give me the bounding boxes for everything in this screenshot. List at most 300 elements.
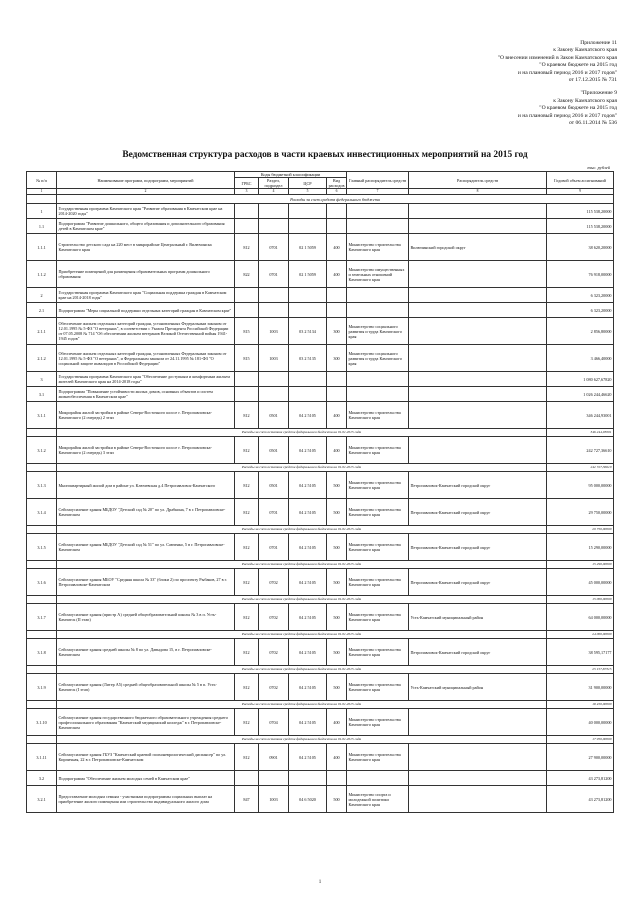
cell-empty: [347, 771, 409, 786]
appendix-header: [297, 40, 617, 127]
fund-note: Расходы за счет остатков средств федерального бюджета на 01.01.2015 года: [57, 666, 547, 674]
cell-csr: 04 2 5105: [289, 604, 327, 631]
cell-rz: 1003: [259, 318, 289, 345]
measure-name: Сейсмоусиление здания МБДОУ "Детский сад № 51" по ул. Савченко, 5 в г. Петропавловске-Камчатском: [57, 534, 235, 561]
header-amount: Годовой объем ассигнований: [547, 172, 614, 189]
cell-recipient: Петропавловск-Камчатский городской округ: [409, 499, 547, 526]
cell-csr: 04 2 5105: [289, 534, 327, 561]
cell-rz: 0701: [259, 234, 289, 261]
cell-empty: [347, 219, 409, 234]
cell-csr: 02 1 5059: [289, 261, 327, 288]
cell-empty: [347, 288, 409, 303]
cell-num: [27, 596, 57, 604]
cell-recipient: [409, 437, 547, 464]
cell-manager: Министерство строительства Камчатского края: [347, 744, 409, 771]
cell-num: 3.1.9: [27, 674, 57, 701]
measure-name: Сейсмоусиление здания МБОУ "Средняя школа № 33" (блоки 2) по проспекту Рыбаков, 27 в г. Петропавловске-Камчатском: [57, 569, 235, 596]
cell-manager: Министерство социального развития и труда Камчатского края: [347, 318, 409, 345]
table-row: [27, 219, 614, 234]
page-number: 1: [318, 880, 322, 885]
table-row: [27, 261, 614, 288]
cell-empty: [235, 771, 259, 786]
cell-rz: 0901: [259, 744, 289, 771]
measure-name: Предоставление молодым семьям - участникам подпрограммы социальных выплат на приобретение жилого помещения или строительство индивидуального жилого дома: [57, 786, 235, 813]
appendix-line: к Закону Камчатского края: [553, 97, 617, 104]
appendix-line: от 06.11.2014 № 536: [568, 120, 617, 127]
program-name: Подпрограмма "Повышение устойчивости жилых домов, основных объектов и систем жизнеобеспечения в Камчатском крае": [57, 387, 235, 402]
program-name: Государственная программа Камчатского края "Развитие образования в Камчатском крае на 2014-2020 годы": [57, 204, 235, 219]
cell-empty: [259, 219, 289, 234]
cell-empty: [409, 219, 547, 234]
cell-num: 3.1.10: [27, 709, 57, 736]
measure-name: Строительство детского сада на 220 мест в микрорайоне Центральный г. Вилючинска Камчатского края: [57, 234, 235, 261]
fund-note: Расходы за счет остатков средств федерального бюджета на 01.01.2015 года: [57, 596, 547, 604]
cell-recipient: [409, 786, 547, 813]
cell-empty: [347, 303, 409, 318]
table-row: [27, 709, 614, 736]
table-row: [27, 561, 614, 569]
cell-rz: 0702: [259, 674, 289, 701]
cell-empty: [235, 219, 259, 234]
cell-vr: 400: [327, 261, 347, 288]
table-row: [27, 303, 614, 318]
cell-vr: 300: [327, 318, 347, 345]
measure-name: Микрорайон жилой застройки в районе Северо-Восточного шоссе г. Петропавловска-Камчатского (2 очередь) 2 этап: [57, 402, 235, 429]
cell-rz: 1003: [259, 786, 289, 813]
table-row: [27, 499, 614, 526]
cell-amount: 24 000,00000: [547, 631, 614, 639]
cell-vr: 500: [327, 674, 347, 701]
program-name: Государственная программа Камчатского края "Социальная поддержка граждан в Камчатском крае на 2014-2018 годы": [57, 288, 235, 303]
units-label: тыс. рублей: [587, 165, 610, 170]
table-row: [27, 701, 614, 709]
cell-amount: 6 323,20000: [547, 303, 614, 318]
cell-amount: 346 244,93001: [547, 402, 614, 429]
cell-num: 2.1: [27, 303, 57, 318]
cell-num: [27, 526, 57, 534]
cell-empty: [409, 771, 547, 786]
cell-empty: [235, 387, 259, 402]
cell-num: 3.1.6: [27, 569, 57, 596]
cell-recipient: Петропавловск-Камчатский городской округ: [409, 534, 547, 561]
table-row: [27, 288, 614, 303]
cell-amount: 2 856,80000: [547, 318, 614, 345]
header-index: 6: [327, 189, 347, 195]
cell-recipient: [409, 345, 547, 372]
appendix-line: и на плановый период 2016 и 2017 годов": [517, 112, 617, 119]
cell-vr: 500: [327, 534, 347, 561]
cell-empty: [409, 387, 547, 402]
cell-empty: [235, 303, 259, 318]
cell-grbs: 812: [235, 402, 259, 429]
cell-empty: [327, 204, 347, 219]
cell-manager: Министерство строительства Камчатского края: [347, 604, 409, 631]
cell-recipient: Петропавловск-Камчатский городской округ: [409, 472, 547, 499]
cell-rz: 0501: [259, 402, 289, 429]
cell-csr: 04 2 5105: [289, 709, 327, 736]
cell-rz: 0701: [259, 499, 289, 526]
cell-empty: [327, 387, 347, 402]
appendix-line: "Приложение 9: [580, 90, 617, 97]
header-manager: Главный распорядитель средств: [347, 172, 409, 189]
section-title: Расходы за счет средств федерального бюджета: [57, 195, 614, 204]
cell-vr: 500: [327, 604, 347, 631]
cell-amount: 43 273,81200: [547, 771, 614, 786]
cell-rz: 0701: [259, 534, 289, 561]
cell-num: 3.2.1: [27, 786, 57, 813]
cell-recipient: Петропавловск-Камчатский городской округ: [409, 569, 547, 596]
cell-amount: 64 000,00000: [547, 604, 614, 631]
cell-recipient: Усть-Камчатский муниципальный район: [409, 674, 547, 701]
cell-csr: 04 2 5105: [289, 639, 327, 666]
cell-manager: Министерство строительства Камчатского края: [347, 234, 409, 261]
cell-recipient: Петропавловск-Камчатский городской округ: [409, 639, 547, 666]
header-name: Наименование программ, подпрограмм, мероприятий: [57, 172, 235, 189]
table-row: [27, 596, 614, 604]
cell-num: 3.1.1: [27, 402, 57, 429]
cell-num: [27, 631, 57, 639]
cell-grbs: 812: [235, 569, 259, 596]
cell-manager: Министерство строительства Камчатского края: [347, 674, 409, 701]
cell-empty: [409, 288, 547, 303]
cell-num: 1.1: [27, 219, 57, 234]
header-index: 8: [409, 189, 547, 195]
cell-empty: [409, 204, 547, 219]
cell-manager: Министерство имущественных и земельных отношений Камчатского края: [347, 261, 409, 288]
program-name: Государственная программа Камчатского края "Обеспечение доступным и комфортным жильем жителей Камчатского края на 2014-2018 годы": [57, 372, 235, 387]
cell-num: 3.1.5: [27, 534, 57, 561]
measure-name: Многоквартирный жилой дом в районе ул. Ключевская д.4 Петропавловск-Камчатского: [57, 472, 235, 499]
cell-amount: 31 900,00000: [547, 674, 614, 701]
cell-amount: 15 000,00000: [547, 596, 614, 604]
cell-num: 2.1.1: [27, 318, 57, 345]
header-index: 1: [27, 189, 57, 195]
table-row: [27, 204, 614, 219]
cell-amount: 43 273,81200: [547, 786, 614, 813]
cell-manager: Министерство строительства Камчатского края: [347, 437, 409, 464]
cell-recipient: Вилючинский городской округ: [409, 234, 547, 261]
appendix-line: к Закону Камчатского края: [553, 47, 617, 54]
cell-empty: [409, 303, 547, 318]
measure-name: Микрорайон жилой застройки в районе Северо-Восточного шоссе г. Петропавловска-Камчатского (2 очередь) 3 этап: [57, 437, 235, 464]
table-row: [27, 744, 614, 771]
cell-csr: 04 2 5105: [289, 744, 327, 771]
cell-num: 1.1.2: [27, 261, 57, 288]
cell-empty: [289, 204, 327, 219]
cell-amount: 3 466,40000: [547, 345, 614, 372]
cell-amount: 17 950,00000: [547, 736, 614, 744]
cell-grbs: 812: [235, 534, 259, 561]
cell-recipient: [409, 318, 547, 345]
cell-grbs: 812: [235, 499, 259, 526]
cell-rz: 0704: [259, 709, 289, 736]
cell-manager: Министерство строительства Камчатского края: [347, 709, 409, 736]
cell-amount: 38 620,20000: [547, 234, 614, 261]
cell-num: [27, 561, 57, 569]
cell-empty: [259, 372, 289, 387]
cell-num: [27, 736, 57, 744]
cell-manager: Министерство строительства Камчатского края: [347, 499, 409, 526]
table-row: [27, 631, 614, 639]
cell-grbs: 812: [235, 674, 259, 701]
cell-csr: 04 6 5020: [289, 786, 327, 813]
cell-empty: [235, 204, 259, 219]
cell-num: 3.1.8: [27, 639, 57, 666]
measure-name: Обеспечение жильем отдельных категорий граждан, установленных Федеральным законом от 12.01.1995 № 5-ФЗ "О ветеранах", в соответствии с Указом Президента Российской Федерации от 07.05.2008 № 714 "Об обеспечении жильем ветеранов Великой Отечественной войны 1941-1945 годов": [57, 318, 235, 345]
appendix-line: "О краевом бюджете на 2015 год: [539, 62, 617, 69]
table-body: [27, 195, 614, 813]
header-index: 2: [57, 189, 235, 195]
cell-rz: 0702: [259, 604, 289, 631]
appendix-line: и на плановый период 2016 и 2017 годов": [517, 69, 617, 76]
table-row: [27, 786, 614, 813]
table-row: [27, 569, 614, 596]
cell-grbs: 812: [235, 709, 259, 736]
cell-amount: 76 918,00000: [547, 261, 614, 288]
cell-rz: 0501: [259, 472, 289, 499]
cell-num: [27, 666, 57, 674]
table-row: [27, 318, 614, 345]
cell-num: 1: [27, 204, 57, 219]
cell-rz: 1003: [259, 345, 289, 372]
cell-empty: [235, 288, 259, 303]
cell-vr: 500: [327, 569, 347, 596]
table-row: [27, 534, 614, 561]
cell-amount: 95 000,00000: [547, 472, 614, 499]
measure-name: Сейсмоусиление здания МБДОУ "Детский сад № 20" по ул. Драбкина, 7 в г. Петропавловске-Камчатском: [57, 499, 235, 526]
header-index: 3: [235, 189, 259, 195]
cell-num: [27, 195, 57, 204]
cell-empty: [235, 372, 259, 387]
header-num: № п/п: [27, 172, 57, 189]
cell-recipient: [409, 709, 547, 736]
cell-grbs: 812: [235, 472, 259, 499]
cell-grbs: 812: [235, 639, 259, 666]
cell-amount: 6 323,20000: [547, 288, 614, 303]
table-row: [27, 372, 614, 387]
cell-csr: 04 2 5105: [289, 674, 327, 701]
cell-grbs: 812: [235, 604, 259, 631]
cell-vr: 300: [327, 345, 347, 372]
table-row: [27, 526, 614, 534]
fund-note: Расходы за счет остатков средств федерального бюджета на 01.01.2015 года: [57, 631, 547, 639]
cell-empty: [347, 204, 409, 219]
cell-csr: 03 2 5134: [289, 318, 327, 345]
cell-amount: 45 000,00000: [547, 569, 614, 596]
cell-empty: [289, 288, 327, 303]
cell-empty: [327, 288, 347, 303]
cell-num: 1.1.1: [27, 234, 57, 261]
measure-name: Сейсмоусиление здания (Литер А5) средней общеобразовательной школы № 5 в п. Усть-Камчатск (I этап): [57, 674, 235, 701]
measure-name: Сейсмоусиление здания ГБУЗ "Камчатский краевой психоневрологический диспансер" по ул. Кирпичная, 22 в г. Петропавловске-Камчатском: [57, 744, 235, 771]
cell-amount: 40 000,00000: [547, 709, 614, 736]
cell-csr: 04 2 5105: [289, 472, 327, 499]
cell-grbs: 847: [235, 786, 259, 813]
cell-grbs: 822: [235, 261, 259, 288]
cell-num: 3: [27, 372, 57, 387]
cell-num: 3.1.7: [27, 604, 57, 631]
cell-amount: 29 750,00000: [547, 499, 614, 526]
table-row: [27, 639, 614, 666]
cell-rz: 0702: [259, 639, 289, 666]
cell-num: [27, 464, 57, 472]
cell-amount: 1 080 627,67820: [547, 372, 614, 387]
cell-grbs: 812: [235, 744, 259, 771]
cell-num: 3.2: [27, 771, 57, 786]
cell-empty: [289, 771, 327, 786]
cell-empty: [289, 387, 327, 402]
header-rz: Раздел, подраздел: [259, 178, 289, 189]
cell-amount: 115 538,20000: [547, 204, 614, 219]
cell-amount: 115 538,20000: [547, 219, 614, 234]
cell-empty: [259, 288, 289, 303]
table-row: [27, 195, 614, 204]
cell-manager: Министерство строительства Камчатского края: [347, 402, 409, 429]
cell-empty: [259, 303, 289, 318]
cell-amount: 242 727,36610: [547, 437, 614, 464]
appendix-line: Приложение 11: [580, 40, 617, 46]
cell-num: 3.1: [27, 387, 57, 402]
table-row: [27, 464, 614, 472]
header-recipient: Распорядитель средств: [409, 172, 547, 189]
cell-num: [27, 701, 57, 709]
cell-amount: 15 290,00000: [547, 561, 614, 569]
program-name: Подпрограмма "Обеспечение жильем молодых семей в Камчатском крае": [57, 771, 235, 786]
header-codes: Коды бюджетной классификации: [235, 172, 347, 178]
cell-num: 3.1.3: [27, 472, 57, 499]
cell-amount: 15 290,00000: [547, 534, 614, 561]
measure-name: Сейсмоусиление здания (пристр А) средней общеобразовательной школы № 3 в п. Усть-Камчатск (II этап): [57, 604, 235, 631]
cell-rz: 0501: [259, 437, 289, 464]
cell-csr: 03 2 5135: [289, 345, 327, 372]
table-row: [27, 345, 614, 372]
table-row: [27, 666, 614, 674]
cell-empty: [327, 372, 347, 387]
cell-empty: [347, 387, 409, 402]
cell-amount: 242 727,36610: [547, 464, 614, 472]
cell-recipient: [409, 744, 547, 771]
fund-note: Расходы за счет остатков средств федерального бюджета на 01.01.2015 года: [57, 736, 547, 744]
header-index: 5: [289, 189, 327, 195]
cell-amount: 38 595,17177: [547, 639, 614, 666]
cell-manager: Министерство социального развития и труда Камчатского края: [347, 345, 409, 372]
appendix-line: "О краевом бюджете на 2015 год: [539, 105, 617, 112]
cell-recipient: [409, 261, 547, 288]
header-index: 4: [259, 189, 289, 195]
header-index: 9: [547, 189, 614, 195]
cell-vr: 400: [327, 744, 347, 771]
table-row: [27, 472, 614, 499]
fund-note: Расходы за счет остатков средств федерального бюджета на 01.01.2015 года: [57, 429, 547, 437]
fund-note: Расходы за счет остатков средств федерального бюджета на 01.01.2015 года: [57, 526, 547, 534]
header-index: 7: [347, 189, 409, 195]
program-name: Подпрограмма "Развитие дошкольного, общего образования и дополнительного образования детей в Камчатском крае": [57, 219, 235, 234]
cell-num: 3.1.11: [27, 744, 57, 771]
cell-num: 3.1.4: [27, 499, 57, 526]
cell-empty: [347, 372, 409, 387]
cell-empty: [259, 204, 289, 219]
document-title: Ведомственная структура расходов в части краевых инвестиционных мероприятий на 2015 год: [122, 150, 528, 160]
appendix-line: "О внесении изменений в Закон Камчатского края: [497, 54, 617, 61]
measure-name: Сейсмоусиление здания средней школы № 8 по ул. Давыдова 15, в г. Петропавловске-Камчатском: [57, 639, 235, 666]
cell-empty: [409, 372, 547, 387]
cell-amount: 346 244,93001: [547, 429, 614, 437]
cell-vr: 500: [327, 499, 347, 526]
cell-amount: 1 026 244,46620: [547, 387, 614, 402]
cell-vr: 400: [327, 437, 347, 464]
cell-vr: 400: [327, 402, 347, 429]
table-row: [27, 736, 614, 744]
table-row: [27, 429, 614, 437]
cell-num: 3.1.2: [27, 437, 57, 464]
cell-vr: 500: [327, 472, 347, 499]
cell-grbs: 812: [235, 234, 259, 261]
measure-name: Сейсмоусиление здания государственного бюджетного образовательного учреждения среднего профессионального образования "Камчатский медицинский колледж" в г. Петропавловске-Камчатском: [57, 709, 235, 736]
program-name: Подпрограмма "Меры социальной поддержки отдельных категорий граждан в Камчатском крае": [57, 303, 235, 318]
cell-empty: [327, 219, 347, 234]
table-row: [27, 387, 614, 402]
cell-rz: 0701: [259, 261, 289, 288]
cell-vr: 400: [327, 234, 347, 261]
cell-manager: Министерство спорта и молодежной политики Камчатского края: [347, 786, 409, 813]
cell-csr: 02 1 5059: [289, 234, 327, 261]
cell-csr: 04 2 5105: [289, 569, 327, 596]
cell-amount: 29 750,00000: [547, 526, 614, 534]
cell-grbs: 815: [235, 345, 259, 372]
cell-recipient: [409, 402, 547, 429]
header-grbs: ГРБС: [235, 178, 259, 189]
cell-amount: 27 900,00000: [547, 744, 614, 771]
cell-csr: 04 2 5105: [289, 437, 327, 464]
table-row: [27, 604, 614, 631]
cell-recipient: Усть-Камчатский муниципальный район: [409, 604, 547, 631]
appendix-line: от 17.12.2015 № 731: [568, 77, 617, 84]
cell-grbs: 815: [235, 318, 259, 345]
cell-amount: 25 157,87315: [547, 666, 614, 674]
cell-amount: 18 450,00000: [547, 701, 614, 709]
table-row: [27, 771, 614, 786]
cell-vr: 400: [327, 709, 347, 736]
cell-rz: 0702: [259, 569, 289, 596]
cell-vr: 500: [327, 639, 347, 666]
cell-empty: [259, 771, 289, 786]
cell-manager: Министерство строительства Камчатского края: [347, 639, 409, 666]
cell-empty: [327, 303, 347, 318]
header-csr: ЦСР: [289, 178, 327, 189]
cell-empty: [289, 219, 327, 234]
measure-name: Приобретение помещений для размещения образовательных программ дошкольного образования: [57, 261, 235, 288]
fund-note: Расходы за счет остатков средств федерального бюджета на 01.01.2015 года: [57, 464, 547, 472]
measure-name: Обеспечение жильем отдельных категорий граждан, установленных Федеральным законом от 12.01.1995 № 5-ФЗ "О ветеранах", и Федеральным законом от 24.11.1995 № 181-ФЗ "О социальной защите инвалидов в Российской Федерации": [57, 345, 235, 372]
expenditure-table: [26, 171, 614, 813]
table-row: [27, 437, 614, 464]
fund-note: Расходы за счет остатков средств федерального бюджета на 01.01.2015 года: [57, 561, 547, 569]
cell-num: 2.1.2: [27, 345, 57, 372]
cell-csr: 04 2 5105: [289, 499, 327, 526]
cell-num: 2: [27, 288, 57, 303]
cell-manager: Министерство строительства Камчатского края: [347, 472, 409, 499]
table-row: [27, 234, 614, 261]
header-vr: Вид расходов: [327, 178, 347, 189]
cell-empty: [289, 372, 327, 387]
cell-grbs: 812: [235, 437, 259, 464]
cell-empty: [259, 387, 289, 402]
cell-manager: Министерство строительства Камчатского края: [347, 534, 409, 561]
cell-manager: Министерство строительства Камчатского края: [347, 569, 409, 596]
table-row: [27, 674, 614, 701]
fund-note: Расходы за счет остатков средств федерального бюджета на 01.01.2015 года: [57, 701, 547, 709]
cell-empty: [327, 771, 347, 786]
